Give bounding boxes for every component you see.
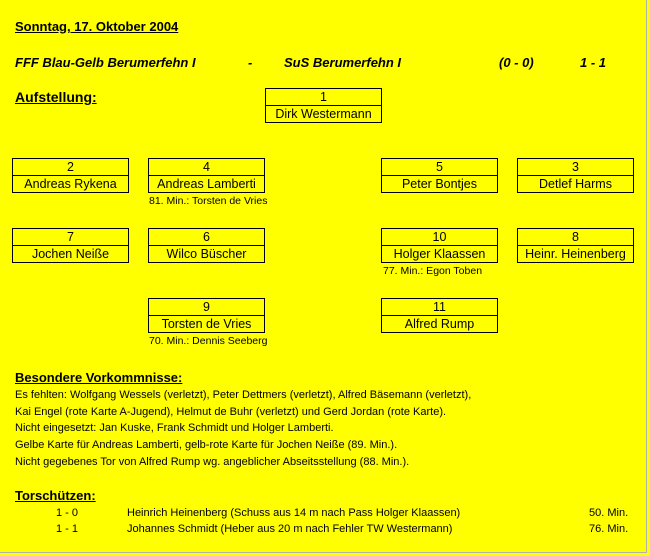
goal-score: 1 - 1 [56, 523, 79, 535]
goal-description: Heinrich Heinenberg (Schuss aus 14 m nach Pass Holger Klaassen) [127, 507, 461, 519]
player-number: 11 [382, 299, 497, 316]
substitution-note: 77. Min.: Egon Toben [383, 265, 483, 277]
player-name: Andreas Rykena [24, 177, 117, 191]
player-box [12, 228, 129, 263]
home-team: FFF Blau-Gelb Berumerfehn I [15, 55, 196, 70]
player-box [148, 298, 265, 333]
player-name: Dirk Westermann [275, 107, 372, 121]
player-number: 6 [149, 229, 264, 246]
away-team: SuS Berumerfehn I [284, 55, 402, 70]
player-box [381, 158, 498, 193]
incident-line: Kai Engel (rote Karte A-Jugend), Helmut de Buhr (verletzt) und Gerd Jordan (rote Karte). [15, 406, 447, 418]
team-separator: - [248, 55, 253, 70]
player-name: Detlef Harms [539, 177, 612, 191]
incident-line: Es fehlten: Wolfgang Wessels (verletzt), Peter Dettmers (verletzt), Alfred Bäsemann (verletzt), [15, 389, 472, 401]
player-name: Peter Bontjes [401, 177, 478, 191]
player-number: 1 [266, 89, 381, 106]
player-box [265, 88, 382, 123]
player-box [148, 228, 265, 263]
goal-minute: 50. Min. [589, 507, 629, 519]
incidents-title: Besondere Vorkommnisse: [15, 370, 183, 385]
player-number: 2 [13, 159, 128, 176]
player-name: Jochen Neiße [31, 247, 110, 261]
halftime-score: (0 - 0) [499, 55, 534, 70]
scorers-title: Torschützen: [15, 488, 96, 503]
player-box [381, 228, 498, 263]
substitution-note: 70. Min.: Dennis Seeberg [149, 335, 268, 347]
goal-minute: 76. Min. [589, 523, 629, 535]
goal-description: Johannes Schmidt (Heber aus 20 m nach Fehler TW Westermann) [127, 523, 453, 535]
player-name: Alfred Rump [404, 317, 475, 331]
player-name: Holger Klaassen [393, 247, 486, 261]
player-box [517, 158, 634, 193]
player-number: 9 [149, 299, 264, 316]
player-box [517, 228, 634, 263]
incident-line: Gelbe Karte für Andreas Lamberti, gelb-rote Karte für Jochen Neiße (89. Min.). [15, 439, 398, 451]
player-box [381, 298, 498, 333]
player-box [148, 158, 265, 193]
player-number: 5 [382, 159, 497, 176]
player-name: Heinr. Heinenberg [525, 247, 626, 261]
final-score: 1 - 1 [580, 55, 607, 70]
goal-score: 1 - 0 [56, 507, 79, 519]
substitution-note: 81. Min.: Torsten de Vries [149, 195, 268, 207]
player-number: 3 [518, 159, 633, 176]
player-number: 7 [13, 229, 128, 246]
player-number: 4 [149, 159, 264, 176]
player-name: Torsten de Vries [161, 317, 252, 331]
player-name: Andreas Lamberti [157, 177, 256, 191]
lineup-title: Aufstellung: [15, 89, 97, 105]
incident-line: Nicht gegebenes Tor von Alfred Rump wg. angeblicher Abseitsstellung (88. Min.). [15, 456, 410, 468]
match-date: Sonntag, 17. Oktober 2004 [15, 19, 179, 34]
player-box [12, 158, 129, 193]
player-number: 8 [518, 229, 633, 246]
incident-line: Nicht eingesetzt: Jan Kuske, Frank Schmidt und Holger Lamberti. [15, 422, 334, 434]
player-name: Wilco Büscher [166, 247, 247, 261]
player-number: 10 [382, 229, 497, 246]
